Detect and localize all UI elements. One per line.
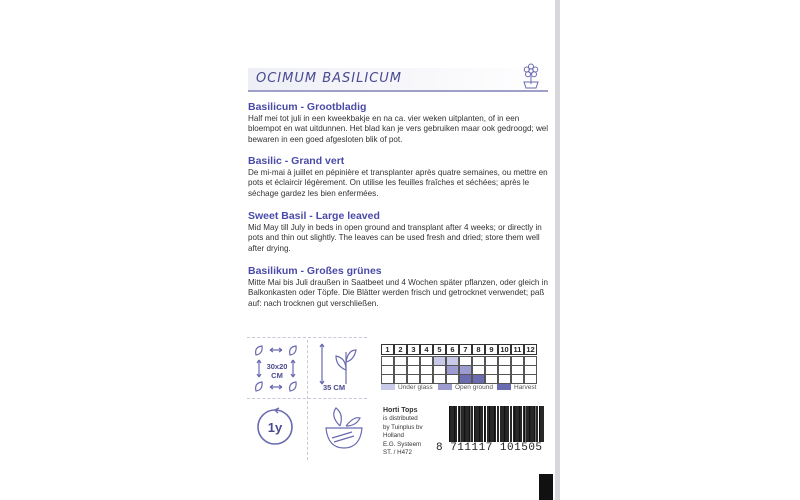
barcode-bar: [527, 406, 528, 444]
legend-under-glass: [381, 384, 433, 391]
barcode-bar: [526, 406, 527, 444]
section-heading: Sweet Basil - Large leaved: [248, 210, 380, 222]
barcode-bar: [520, 406, 521, 444]
calendar-month-6: 6: [446, 344, 459, 355]
barcode-bar: [516, 406, 517, 444]
section-body: Mid May till July in beds in open ground and transplant after 4 weeks; or directly in pots and thin out slightly. The leaves can be used fresh and dried; store them well after drying.: [248, 223, 542, 253]
distributor-line: by Tuinplus bv: [383, 423, 423, 431]
distributor-line: E.G. Systeem: [383, 440, 422, 448]
barcode-bar: [492, 406, 493, 444]
calendar-cell: [407, 374, 420, 384]
calendar-cell: [433, 374, 446, 384]
calendar-cell: [498, 374, 511, 384]
pot-plant-icon: [322, 404, 366, 452]
barcode-bar: [471, 406, 472, 444]
section-body: De mi-mai à juillet en pépinière et transplanter après quatre semaines, ou mettre en pots et éclaircir légèrement. On utilise les feuilles fraîches et séchées; après le séchage gardez les bien enfermées.: [248, 168, 548, 198]
barcode-bar: [463, 406, 464, 444]
barcode-bar: [467, 406, 468, 444]
barcode-bar: [506, 406, 507, 444]
barcode-bar: [477, 406, 478, 444]
distributor-line: Holland: [383, 432, 404, 440]
calendar-month-5: 5: [433, 344, 446, 355]
section-french: [248, 155, 552, 199]
legend-harvest: [497, 384, 536, 391]
distributor-line: is distributed: [383, 415, 418, 423]
barcode-bar: [487, 406, 488, 444]
barcode-bar: [502, 406, 503, 444]
calendar-cell: [459, 374, 472, 384]
barcode-bar: [481, 406, 482, 444]
barcode-bar: [524, 406, 526, 444]
calendar-cell: [420, 374, 433, 384]
barcode-bar: [501, 406, 502, 444]
barcode-bar: [459, 406, 461, 444]
calendar-month-1: 1: [381, 344, 394, 355]
barcode-bar: [510, 406, 511, 444]
barcode-bar: [478, 406, 479, 444]
section-body: Half mei tot juli in een kweekbakje en na ca. vier weken uitplanten, of in een bloempot en wat uitdunnen. Het blad kan je vers gebruiken maar ook gedroogd; wel bewaren in een goed afgesloten blik of pot.: [248, 114, 549, 144]
calendar-month-8: 8: [472, 344, 485, 355]
barcode-bar: [493, 406, 494, 444]
icon-area-divider-middle: [247, 398, 367, 399]
barcode-bar: [507, 406, 508, 444]
section-dutch: [248, 101, 552, 145]
barcode-bar: [517, 406, 518, 444]
distributor-info: [383, 407, 423, 457]
barcode-bar: [511, 406, 512, 444]
barcode-bar: [469, 406, 471, 444]
barcode-bar: [462, 406, 463, 444]
calendar-month-12: 12: [524, 344, 537, 355]
barcode-bar: [530, 406, 531, 444]
calendar-month-10: 10: [498, 344, 511, 355]
species-title: OCIMUM BASILICUM: [256, 71, 403, 86]
barcode-bar: [485, 406, 486, 444]
barcode-bar: [475, 406, 476, 444]
barcode-bar: [523, 406, 524, 444]
barcode-bar: [515, 406, 516, 444]
calendar-month-11: 11: [511, 344, 524, 355]
legend-open-ground: [438, 384, 493, 391]
section-body: Mitte Mai bis Juli draußen in Saatbeet und 4 Wochen später pflanzen, oder gleich in Balkonkasten oder Töpfe. Die Blätter werden frisch und getrocknet verwendet; paß auf: nach trocknen gut verschließen.: [248, 278, 548, 308]
spacing-value: 30x20: [266, 362, 288, 371]
barcode-bar: [532, 406, 533, 444]
calendar-month-9: 9: [485, 344, 498, 355]
distributor-brand: Horti Tops: [383, 407, 418, 414]
barcode-bar: [458, 406, 459, 444]
section-english: [248, 210, 552, 254]
calendar-cell: [472, 374, 485, 384]
species-title-bar: [248, 68, 548, 92]
barcode-bar: [461, 406, 462, 444]
barcode-bar: [465, 406, 466, 444]
barcode-bar: [482, 406, 483, 444]
barcode-bar: [521, 406, 522, 444]
barcode-bar: [518, 406, 519, 444]
flower-icon: [518, 62, 544, 90]
calendar-month-2: 2: [394, 344, 407, 355]
barcode-bar: [540, 406, 541, 444]
calendar-cell: [511, 374, 524, 384]
barcode-bar: [455, 406, 456, 444]
icon-area-divider-top: [247, 337, 367, 338]
barcode-bar: [498, 406, 499, 444]
calendar-cell: [381, 374, 394, 384]
legend-swatch-harvest: [497, 384, 511, 390]
legend-swatch-under-glass: [381, 384, 395, 390]
barcode-bar: [456, 406, 457, 444]
barcode-bar: [472, 406, 473, 444]
legend-label: Harvest: [514, 384, 537, 391]
barcode-bar: [505, 406, 506, 444]
spacing-unit: CM: [271, 371, 283, 380]
barcode-bar: [528, 406, 529, 444]
section-heading: Basilic - Grand vert: [248, 155, 345, 167]
barcode-bar: [531, 406, 532, 444]
calendar-month-4: 4: [420, 344, 433, 355]
barcode-bar: [452, 406, 453, 444]
calendar-cell: [394, 374, 407, 384]
packet-tab: [539, 474, 553, 500]
legend-swatch-open-ground: [438, 384, 452, 390]
barcode-bar: [537, 406, 538, 444]
section-heading: Basilicum - Grootbladig: [248, 101, 367, 113]
barcode-bar: [468, 406, 469, 444]
distributor-line: ST. / H472: [383, 449, 412, 457]
barcode-bar: [488, 406, 489, 444]
barcode-bar: [536, 406, 537, 444]
barcode-bar: [466, 406, 467, 444]
height-label: 35 CM: [323, 383, 346, 392]
barcode-bar: [508, 406, 509, 444]
section-german: [248, 265, 552, 309]
section-heading: Basilikum - Großes grünes: [248, 265, 382, 277]
barcode-bar: [453, 406, 454, 444]
calendar-cell: [446, 374, 459, 384]
barcode-bar: [513, 406, 514, 444]
calendar-month-7: 7: [459, 344, 472, 355]
barcode-bar: [534, 406, 536, 444]
barcode-bar: [480, 406, 481, 444]
barcode-bar: [500, 406, 501, 444]
calendar-cell: [524, 374, 537, 384]
barcode-bar: [503, 406, 504, 444]
barcode-bar: [533, 406, 534, 444]
calendar-month-3: 3: [407, 344, 420, 355]
barcode-number: 8 711117 101505: [436, 442, 543, 454]
legend-label: Under glass: [398, 384, 433, 391]
packet-edge-strip: [555, 0, 560, 500]
legend-label: Open ground: [455, 384, 493, 391]
icon-area-divider-vertical: [307, 340, 308, 460]
barcode-bar: [476, 406, 477, 444]
spacing-label: [264, 362, 290, 380]
lifespan-label: 1y: [267, 420, 283, 435]
calendar-cell: [485, 374, 498, 384]
barcode-bar: [490, 406, 491, 444]
barcode-bar: [491, 406, 492, 444]
